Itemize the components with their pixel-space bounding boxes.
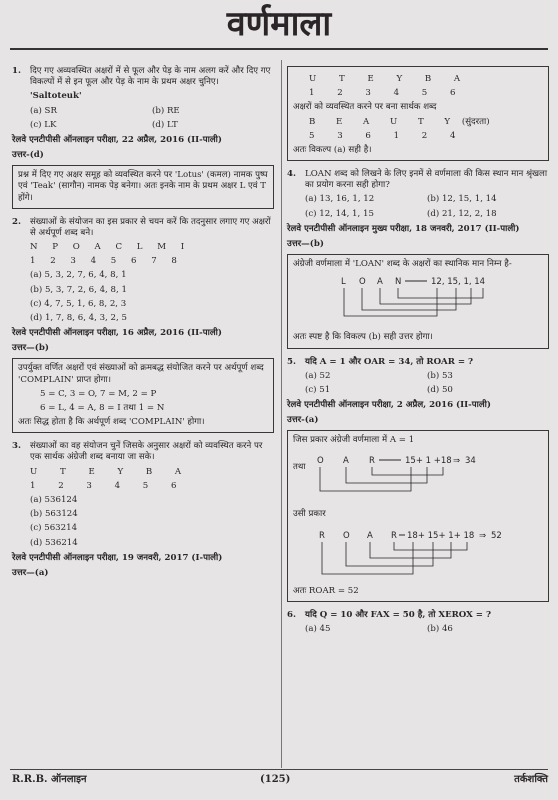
question-3 [12,441,274,579]
sum-expression: 18+ 15+ 1+ 18 [407,530,475,541]
option-a: (a) 52 [305,370,331,381]
options [287,371,549,396]
page-number: (125) [260,774,291,785]
answer: उत्तर—(b) [12,343,49,354]
diagram-letter: O [317,455,324,466]
exam-source: रेलवे एनटीपीसी ऑनलाइन परीक्षा, 22 अप्रैल, 2016 (II-पाली) [12,134,222,145]
option-a: (a) SR [30,105,57,116]
explanation-box [12,165,274,209]
mapping-line: 6 = L, 4 = A, 8 = I तथा 1 = N [40,402,165,413]
question-text: संख्याओं का वह संयोजन चुनें जिसके अनुसार अक्षरों को व्यवस्थित करने पर एक सार्थक अंग्रेजी शब्द बनाया जा सके। [30,441,263,463]
exam-source: रेलवे एनटीपीसी ऑनलाइन मुख्य परीक्षा, 18 जनवरी, 2017 (II-पाली) [287,223,520,234]
column-divider [281,60,282,768]
explanation-conclusion: अतः स्पष्ट है कि विकल्प (b) सही उत्तर होगा। [293,332,433,343]
connector-lines [320,467,443,491]
diagram-values: 12, 15, 1, 14 [431,277,486,288]
options [12,495,274,549]
question-number: 3. [12,441,21,452]
question-5 [287,357,549,603]
question-text: दिए गए अव्यवस्थित अक्षरों में से फूल और पेड़ के नाम अलग करें और दिए गए विकल्पों में से इन फूल और पेड़ के नाम के प्रथम अक्षर चुनिए। [30,66,271,88]
diagram-letter: O [343,530,350,541]
explanation-box [287,430,549,602]
explanation-text: अंग्रेजी वर्णमाला में 'LOAN' शब्द के अक्षरों का स्थानिक मान निम्न है- [293,259,512,270]
option-d: (d) 536214 [30,537,78,548]
letter-row: N P O A C L M I [30,242,191,253]
option-d: (d) LT [152,119,178,130]
options [12,106,274,131]
q3-solution-box [287,66,549,161]
digit-row: 5 3 6 1 2 4 [309,130,466,141]
options [287,194,549,219]
footer-rule [10,769,548,770]
option-a: (a) 45 [305,624,331,635]
number-row: 1 2 3 4 5 6 7 8 [30,256,183,267]
page-title: वर्णमाला [226,4,332,44]
option-c: (c) 4, 7, 5, 1, 6, 8, 2, 3 [30,298,127,309]
exam-source: रेलवे एनटीपीसी ऑनलाइन परीक्षा, 2 अप्रैल, 2016 (II-पाली) [287,400,491,411]
diagram-letter: A [343,455,349,466]
diagram-letter: R [369,455,375,466]
diagram-letter: O [359,277,366,288]
diagram-letter: L [341,277,346,288]
usi-label: उसी प्रकार [293,508,326,519]
explanation-box [12,358,274,433]
letter-row: U T E Y B A [309,74,471,84]
option-a: (a) 5, 3, 2, 7, 6, 4, 8, 1 [30,270,127,281]
question-6 [287,610,549,635]
option-c: (c) 51 [305,384,331,395]
diagram-letter: A [367,530,373,541]
question-word: 'Saltoteuk' [30,91,82,102]
explanation-text: जिस प्रकार अंग्रेजी वर्णमाला में A = 1 [293,435,415,446]
option-d: (d) 1, 7, 8, 6, 4, 3, 2, 5 [30,312,127,323]
option-d: (d) 21, 12, 2, 18 [427,208,497,219]
mapping-line: 5 = C, 3 = O, 7 = M, 2 = P [40,388,157,399]
exam-source: रेलवे एनटीपीसी ऑनलाइन परीक्षा, 19 जनवरी, 2017 (I-पाली) [12,552,223,563]
answer: उत्तर-(d) [12,150,44,161]
option-c: (c) 563214 [30,523,78,534]
explanation-conclusion: अतः सिद्ध होता है कि अर्थपूर्ण शब्द 'COMPLAIN' होगा। [18,417,205,428]
options [287,624,549,635]
option-a: (a) 536124 [30,494,78,505]
word-meaning: (सुंदरता) [461,116,490,127]
answer: उत्तर-(a) [287,415,319,426]
oar-diagram [293,447,543,505]
left-column [12,66,274,579]
number-row: 1 2 3 4 5 6 [309,88,466,99]
answer: उत्तर—(a) [12,567,49,578]
sum-result: 52 [491,530,502,541]
option-b: (b) 12, 15, 1, 14 [427,194,497,205]
connector-lines [322,542,467,574]
question-text: LOAN शब्द को लिखने के लिए इनमें से वर्णमाला की किस स्थान मान श्रृंखला का प्रयोग करना सही होगा? [305,169,548,191]
solution-conclusion: अतः विकल्प (a) सही है। [293,144,372,155]
option-d: (d) 50 [427,384,453,395]
question-number: 6. [287,610,296,621]
question-text: यदि A = 1 और OAR = 34, तो ROAR = ? [305,356,474,367]
footer-left: R.R.B. ऑनलाइन [12,774,87,785]
diagram-letter: A [377,277,383,288]
letter-row: U T E Y B A [30,466,192,477]
question-number: 5. [287,356,296,367]
question-2 [12,217,274,434]
question-4 [287,169,549,349]
question-1 [12,66,274,209]
option-a: (a) 13, 16, 1, 12 [305,194,375,205]
implies-arrow: ⇒ [479,530,487,541]
footer-right: तर्कशक्ति [514,774,548,785]
diagram-letter: R [391,530,397,541]
implies-arrow: ⇒ [453,455,461,466]
title-rule [10,48,548,50]
tatha-label: तथा [293,461,306,472]
option-b: (b) 5, 3, 7, 2, 6, 4, 8, 1 [30,284,127,295]
option-b: (b) 563124 [30,509,78,520]
explanation-text: प्रश्न में दिए गए अक्षर समूह को व्यवस्थित करने पर 'Lotus' (कमल) नामक पुष्प एवं 'Teak' (सागौन) नामक पेड़ बनेगा। अतः इनके नाम के प्रथम अक्षर L एवं T होंगे। [18,170,268,203]
diagram-letter: R [319,530,325,541]
option-c: (c) LK [30,119,57,130]
option-c: (c) 12, 14, 1, 15 [305,208,374,219]
sum-result: 34 [465,455,476,466]
question-number: 1. [12,66,21,76]
solution-line: अक्षरों को व्यवस्थित करने पर बना सार्थक शब्द [293,102,437,113]
exam-source: रेलवे एनटीपीसी ऑनलाइन परीक्षा, 16 अप्रैल, 2016 (II-पाली) [12,328,222,339]
solution-word: B E A U T Y [309,116,460,127]
option-b: (b) 53 [427,370,453,381]
diagram-letter: N [395,277,402,288]
options [12,270,274,324]
option-b: (b) RE [152,105,180,116]
loan-diagram [293,270,543,328]
number-row: 1 2 3 4 5 6 [30,480,187,491]
connector-lines [344,288,483,316]
question-text: संख्याओं के संयोजन का इस प्रकार से चयन करें कि तदनुसार लगाए गए अक्षरों से अर्थपूर्ण शब्द बने। [30,216,271,238]
question-number: 2. [12,216,21,227]
explanation-text: उपर्युक्त वर्णित अक्षरों एवं संख्याओं को क्रमबद्ध संयोजित करने पर अर्थपूर्ण शब्द 'COMPLAIN' प्राप्त होगा। [18,363,264,385]
explanation-box [287,254,549,349]
question-number: 4. [287,169,296,180]
option-b: (b) 46 [427,624,453,635]
explanation-conclusion: अतः ROAR = 52 [293,586,359,597]
roar-diagram [293,520,543,582]
question-text: यदि Q = 10 और FAX = 50 है, तो XEROX = ? [305,610,491,621]
sum-expression: 15+ 1 +18 [405,455,452,466]
answer: उत्तर—(b) [287,238,324,249]
right-column [287,66,549,636]
